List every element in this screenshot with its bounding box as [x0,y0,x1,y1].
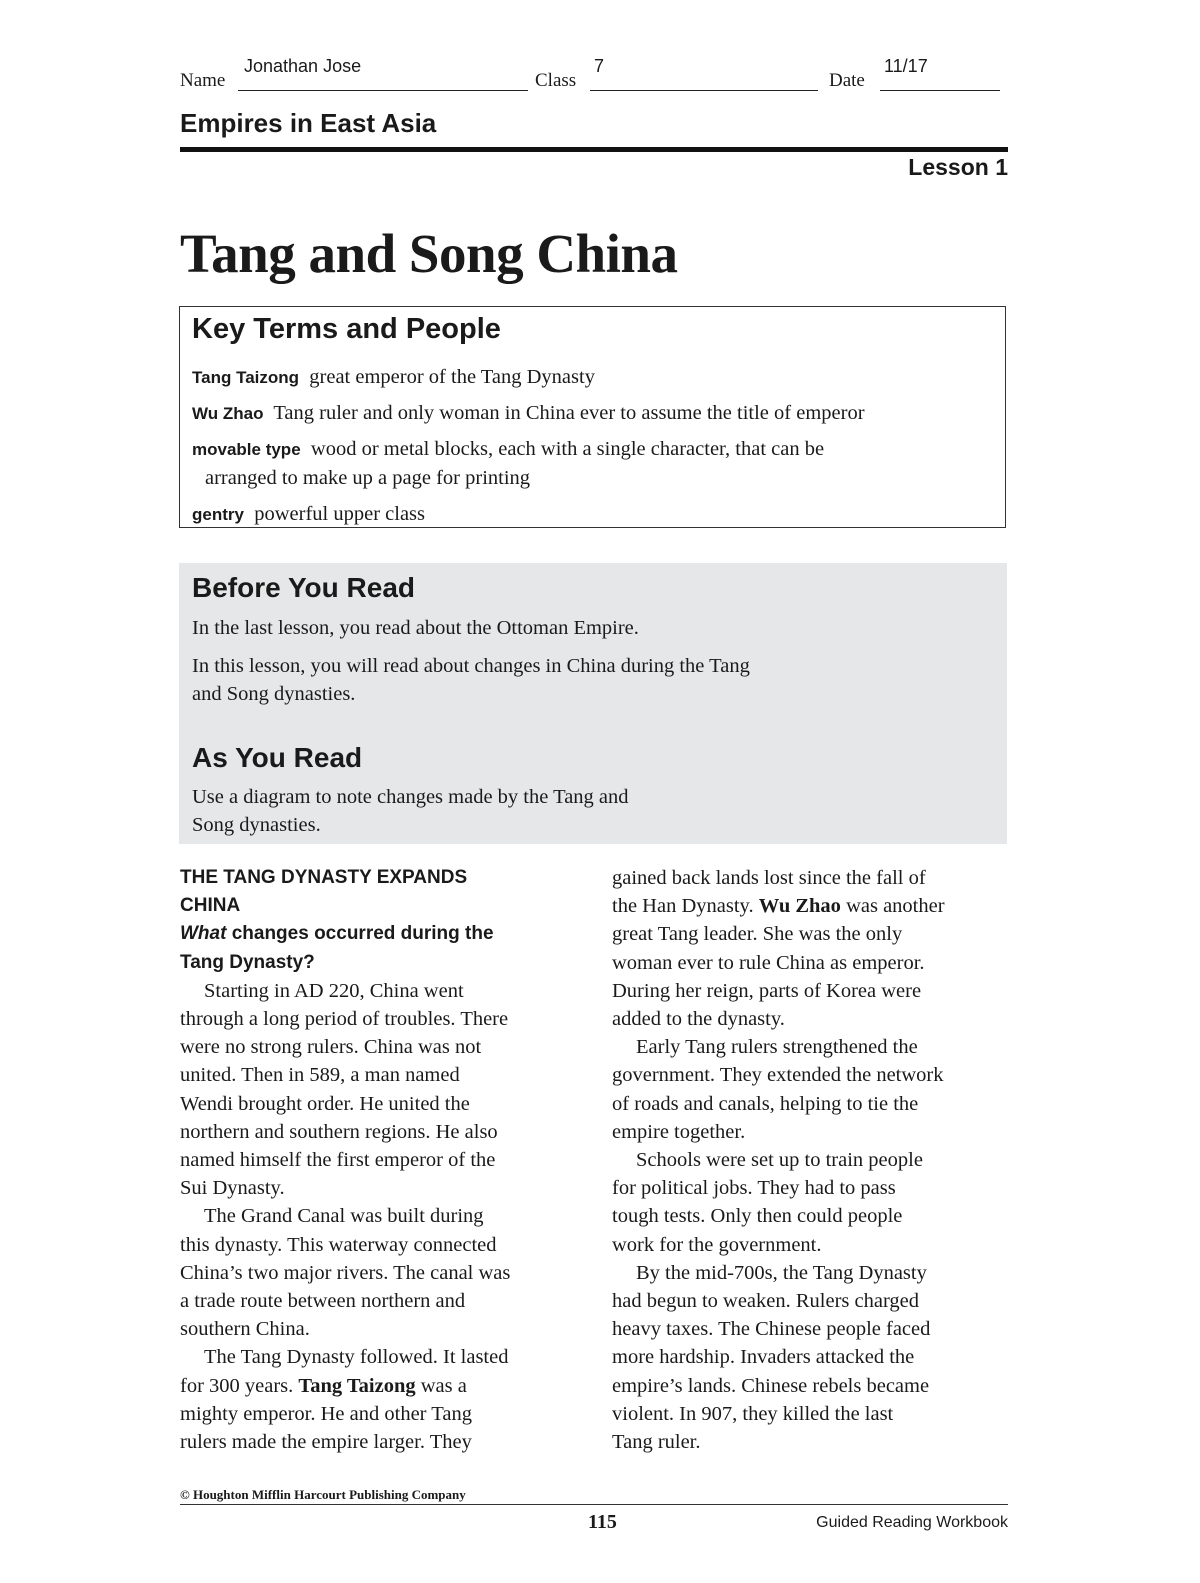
section-heading-line: CHINA [180,895,241,917]
body-line: Tang ruler. [612,1431,701,1454]
term-definition: great emperor of the Tang Dynasty [309,366,595,388]
class-line [590,90,818,91]
name-field[interactable]: Jonathan Jose [244,56,362,76]
body-line: During her reign, parts of Korea were [612,979,922,1002]
page-title: Tang and Song China [180,223,678,284]
body-line: a trade route between northern and [180,1290,466,1313]
body-line: were no strong rulers. China was not [180,1036,482,1059]
footer-rule [180,1504,1008,1505]
body-line: mighty emperor. He and other Tang [180,1402,472,1425]
as-you-read-text [192,783,872,839]
term-definition: Tang ruler and only woman in China ever to assume the title of emperor [273,402,865,424]
class-field[interactable]: 7 [594,56,605,76]
body-line: for political jobs. They had to pass [612,1177,896,1200]
body-line: By the mid-700s, the Tang Dynasty [636,1261,927,1284]
body-line: southern China. [180,1318,310,1341]
key-terms-box [179,306,1006,528]
body-line: added to the dynasty. [612,1008,785,1031]
key-term-bold: Wu Zhao [758,895,841,918]
unit-rule [180,147,1008,152]
term-definition-cont: arranged to make up a page for printing [205,467,531,489]
section-question [180,920,580,976]
term-name: gentry [192,505,244,524]
date-label: Date [829,70,865,91]
body-line: empire together. [612,1120,746,1143]
term-definition: powerful upper class [254,503,425,525]
body-line: heavy taxes. The Chinese people faced [612,1318,931,1341]
before-you-read-line: In this lesson, you will read about changes in China during the Tang [192,655,750,677]
class-label: Class [535,70,577,91]
key-terms-heading: Key Terms and People [192,313,501,345]
lesson-label: Lesson 1 [908,154,1008,180]
as-you-read-heading: As You Read [192,742,363,773]
body-line: had begun to weaken. Rulers charged [612,1290,920,1313]
before-you-read-text [192,614,872,642]
term-name: Wu Zhao [192,404,264,423]
body-text: was another [840,895,945,918]
body-line: Starting in AD 220, China went [204,979,464,1002]
body-line: Early Tang rulers strengthened the [636,1036,918,1059]
text-column-left [180,864,580,1456]
body-line: rulers made the empire larger. They [180,1431,472,1454]
body-text: the Han Dynasty. [612,895,759,918]
term-name: movable type [192,440,301,459]
page-number: 115 [588,1511,617,1533]
body-line: government. They extended the network [612,1064,944,1087]
before-you-read-line: and Song dynasties. [192,683,356,705]
name-line [238,90,528,91]
text-column-right [612,864,1012,1456]
body-line: Wendi brought order. He united the [180,1092,470,1115]
term-definition: wood or metal blocks, each with a single character, that can be [310,438,825,460]
workbook-title: Guided Reading Workbook [816,1514,1008,1531]
section-heading-line: THE TANG DYNASTY EXPANDS [180,867,468,888]
term-item [192,500,992,529]
body-line: great Tang leader. She was the only [612,923,903,946]
body-line: woman ever to rule China as emperor. [612,951,925,974]
question-text: changes occurred during the [226,923,494,945]
body-line [612,892,1012,920]
unit-title: Empires in East Asia [180,108,437,138]
body-line: through a long period of troubles. There [180,1008,509,1031]
body-line [180,1372,580,1400]
body-line: northern and southern regions. He also [180,1120,498,1143]
before-you-read-heading: Before You Read [192,572,416,603]
as-you-read-line: Song dynasties. [192,814,321,836]
body-line: Sui Dynasty. [180,1177,285,1200]
name-label: Name [180,70,226,91]
term-name: Tang Taizong [192,368,300,387]
body-line: of roads and canals, helping to tie the [612,1092,919,1115]
body-line: Schools were set up to train people [636,1149,923,1172]
body-line: The Grand Canal was built during [204,1205,484,1228]
body-text: was a [415,1374,467,1397]
key-term-bold: Tang Taizong [298,1374,416,1397]
body-line: gained back lands lost since the fall of [612,867,926,889]
as-you-read-line: Use a diagram to note changes made by the Tang and [192,786,629,808]
question-text: Tang Dynasty? [180,951,315,973]
body-line: The Tang Dynasty followed. It lasted [204,1346,509,1369]
body-line: work for the government. [612,1233,822,1256]
before-you-read-text [192,652,872,708]
body-line: this dynasty. This waterway connected [180,1233,497,1256]
date-line [880,90,1000,91]
before-you-read-para: In the last lesson, you read about the Ottoman Empire. [192,617,639,639]
reading-guide-box [179,563,1007,844]
date-field[interactable]: 11/17 [884,56,928,76]
question-emphasis: What [180,923,227,945]
body-line: tough tests. Only then could people [612,1205,903,1228]
section-heading [180,864,580,920]
body-line: more hardship. Invaders attacked the [612,1346,915,1369]
body-line: China’s two major rivers. The canal was [180,1261,511,1284]
body-text: for 300 years. [180,1374,299,1397]
term-item [192,363,992,392]
body-line: named himself the first emperor of the [180,1149,496,1172]
term-item [192,399,992,428]
body-line: violent. In 907, they killed the last [612,1402,894,1425]
term-item [192,435,992,493]
body-line: empire’s lands. Chinese rebels became [612,1374,930,1397]
copyright: © Houghton Mifflin Harcourt Publishing Company [180,1487,466,1502]
body-line: united. Then in 589, a man named [180,1064,460,1087]
